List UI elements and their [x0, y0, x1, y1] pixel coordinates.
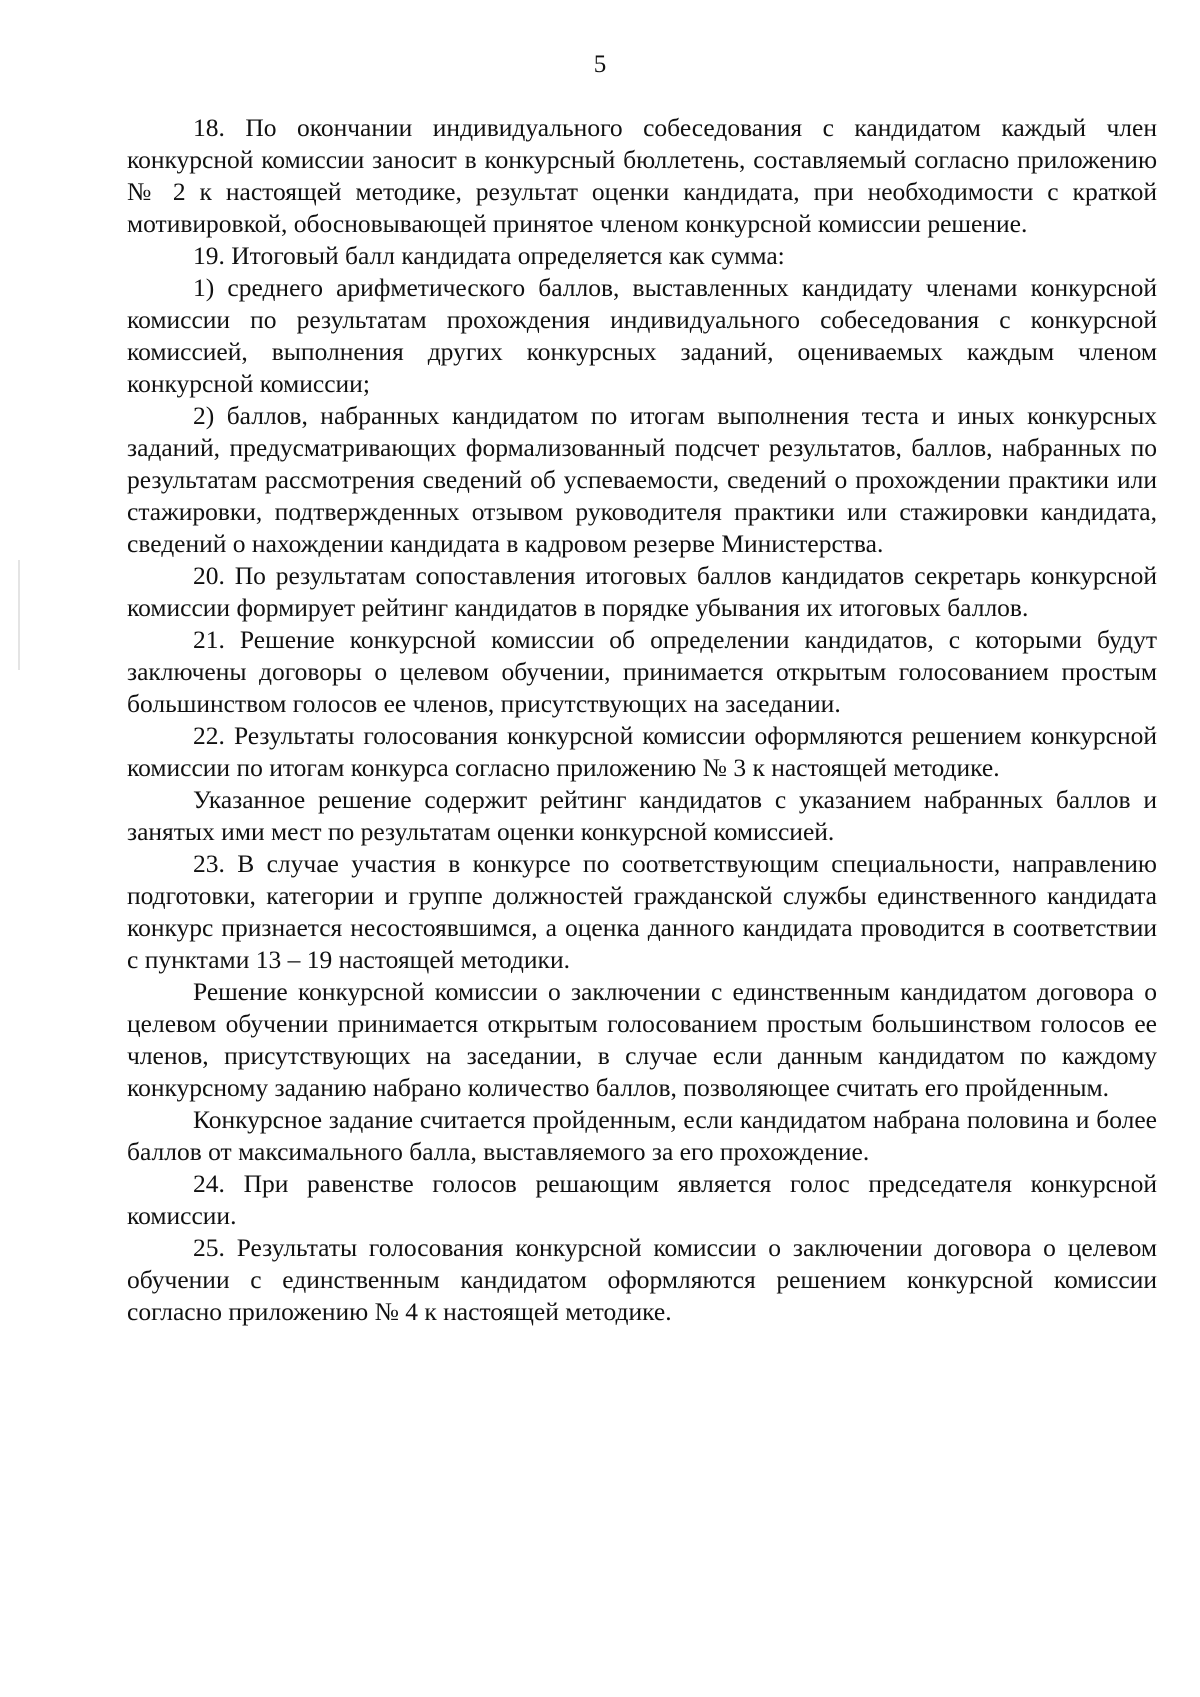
- paragraph-20: 20. По результатам сопоставления итоговых баллов кандидатов секретарь конкурсной комиссии формирует рейтинг кандидатов в порядке убывания их итоговых баллов.: [127, 561, 1157, 622]
- paragraph-23-decision: Решение конкурсной комиссии о заключении с единственным кандидатом договора о целевом обучении принимается открытым голосованием простым большинством голосов ее членов, присутствующих на заседании, в случае если данным кандидатом по каждому конкурсному заданию набрано количество баллов, позволяющее считать его пройденным.: [127, 977, 1157, 1102]
- paragraph-19: 19. Итоговый балл кандидата определяется как сумма:: [193, 241, 785, 270]
- document-body: [127, 112, 1157, 1328]
- paragraph-18: 18. По окончании индивидуального собеседования с кандидатом каждый член конкурсной комиссии заносит в конкурсный бюллетень, составляемый согласно приложению № 2 к настоящей методике, результат оценки кандидата, при необходимости с краткой мотивировкой, обосновывающей принятое членом конкурсной комиссии решение.: [127, 113, 1157, 238]
- paragraph-24: 24. При равенстве голосов решающим является голос председателя конкурсной комиссии.: [127, 1169, 1157, 1230]
- paragraph-19-item-1: 1) среднего арифметического баллов, выставленных кандидату членами конкурсной комиссии по результатам прохождения индивидуального собеседования с конкурсной комиссией, выполнения других конкурсных заданий, оцениваемых каждым членом конкурсной комиссии;: [127, 273, 1157, 398]
- paragraph-23-passed: Конкурсное задание считается пройденным, если кандидатом набрана половина и более баллов от максимального балла, выставляемого за его прохождение.: [127, 1105, 1157, 1166]
- paragraph-22: 22. Результаты голосования конкурсной комиссии оформляются решением конкурсной комиссии по итогам конкурса согласно приложению № 3 к настоящей методике.: [127, 721, 1157, 782]
- paragraph-23: 23. В случае участия в конкурсе по соответствующим специальности, направлению подготовки, категории и группе должностей гражданской службы единственного кандидата конкурс признается несостоявшимся, а оценка данного кандидата проводится в соответствии с пунктами 13 – 19 настоящей методики.: [127, 849, 1157, 974]
- paragraph-25: 25. Результаты голосования конкурсной комиссии о заключении договора о целевом обучении с единственным кандидатом оформляются решением конкурсной комиссии согласно приложению № 4 к настоящей методике.: [127, 1233, 1157, 1326]
- scan-edge-mark: [18, 560, 20, 670]
- paragraph-21: 21. Решение конкурсной комиссии об определении кандидатов, с которыми будут заключены договоры о целевом обучении, принимается открытым голосованием простым большинством голосов ее членов, присутствующих на заседании.: [127, 625, 1157, 718]
- paragraph-22-note: Указанное решение содержит рейтинг кандидатов с указанием набранных баллов и занятых ими мест по результатам оценки конкурсной комиссией.: [127, 785, 1157, 846]
- page-number: 5: [593, 51, 607, 78]
- paragraph-19-item-2: 2) баллов, набранных кандидатом по итогам выполнения теста и иных конкурсных заданий, предусматривающих формализованный подсчет результатов, баллов, набранных по результатам рассмотрения сведений об успеваемости, сведений о прохождении практики или стажировки, подтвержденных отзывом руководителя практики или стажировки кандидата, сведений о нахождении кандидата в кадровом резерве Министерства.: [127, 401, 1157, 558]
